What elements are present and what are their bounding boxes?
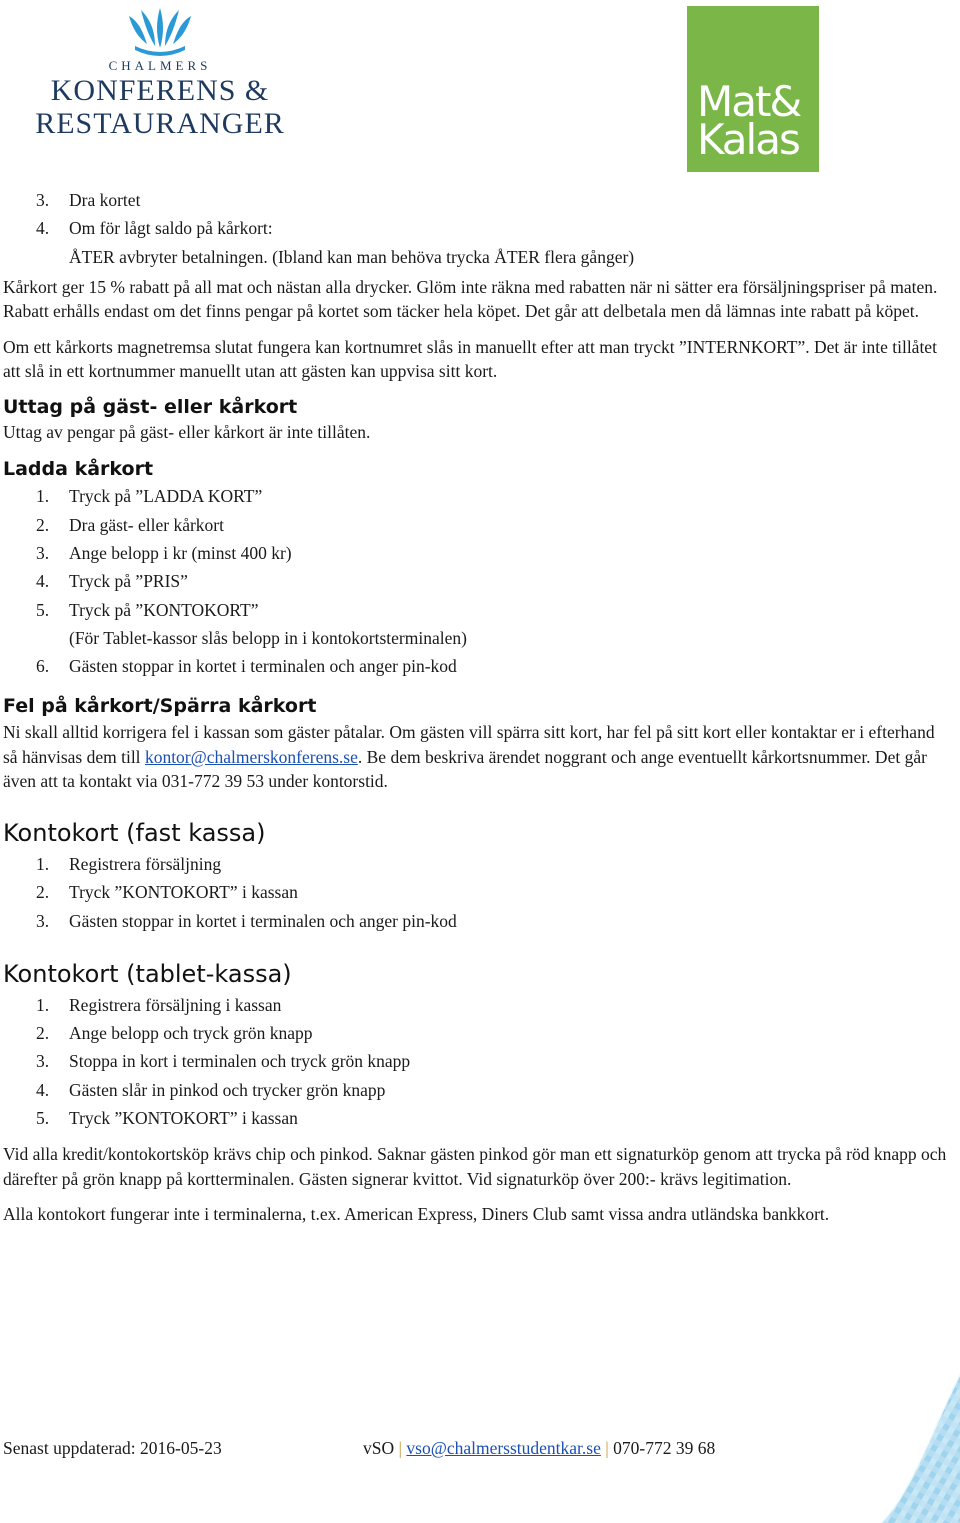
mat-kalas-logo [687, 6, 819, 172]
list-text: Gästen slår in pinkod och trycker grön knapp [69, 1079, 386, 1100]
logo-kalas-text: Kalas [697, 115, 799, 164]
footer-contact-name: vSO [363, 1438, 395, 1458]
list-text: Tryck på ”PRIS” [69, 571, 188, 592]
paragraph-magnetremsa: Om ett kårkorts magnetremsa slutat fungera kan kortnumret slås in manuellt efter att man tryckt ”INTERNKORT”. Det är inte tillåtet att slå in ett kortnummer manuellt utan att gästen kan uppvisa sitt kort. [3, 336, 937, 382]
paragraph-rabatt: Kårkort ger 15 % rabatt på all mat och nästan alla drycker. Glöm inte räkna med rabatten när ni sätter era försäljningspriser på maten. Rabatt erhålls endast om det finns pengar på kortet som täcker hela köpet. Det går att delbetala men då lämnas inte rabatt på köpet. [3, 276, 938, 322]
paragraph-fel [3, 720, 953, 794]
list-text: Tryck på ”KONTOKORT” [69, 599, 259, 620]
list-item [3, 567, 953, 595]
list-item [3, 511, 953, 539]
list-number: 1. [36, 853, 50, 874]
list-item [3, 186, 953, 214]
list-item [3, 1019, 953, 1047]
fel-text-after: . Be dem beskriva ärendet noggrant och ange eventuellt kårkortsnummer. Det går även att ta kontakt via 031-772 39 53 under kontorstid. [3, 746, 927, 792]
list-number: 3. [36, 190, 50, 210]
heading-uttag: Uttag på gäst- eller kårkort [3, 395, 298, 418]
list-item [3, 907, 953, 935]
steps-list-fast-kassa [3, 850, 953, 935]
list-text: Ange belopp i kr (minst 400 kr) [69, 542, 292, 563]
list-number: 2. [36, 1023, 50, 1044]
fel-text-before: Ni skall alltid korrigera fel i kassan som gäster påtalar. Om gästen vill spärra sitt kort, har fel på sitt kort eller kontaktar er i efterhand så hänvisas dem till [3, 722, 935, 767]
list-item [3, 1047, 953, 1075]
list-number: 2. [36, 882, 50, 903]
list-text: Registrera försäljning i kassan [69, 994, 282, 1015]
paragraph-uttag: Uttag av pengar på gäst- eller kårkort är inte tillåten. [3, 421, 371, 442]
list-number: 3. [36, 542, 50, 563]
kontor-email-link[interactable]: kontor@chalmerskonferens.se [144, 746, 358, 767]
list-number: 4. [36, 218, 50, 239]
list-item [3, 850, 953, 878]
logo-line-1: KONFERENS & [50, 74, 270, 107]
list-text: Stoppa in kort i terminalen och tryck grön knapp [69, 1051, 411, 1072]
page-curl-decoration [870, 1373, 960, 1523]
list-text: Tryck på ”LADDA KORT” [69, 486, 263, 507]
list-item [3, 991, 953, 1019]
list-number: 4. [36, 1079, 50, 1100]
list-item [3, 596, 953, 653]
list-text: Gästen stoppar in kortet i terminalen och anger pin-kod [69, 656, 457, 677]
heading-fel: Fel på kårkort/Spärra kårkort [3, 695, 317, 718]
list-number: 6. [36, 656, 50, 677]
list-item [3, 652, 953, 680]
footer-phone: 070-772 39 68 [613, 1438, 716, 1458]
list-subtext: (För Tablet-kassor slås belopp in i kontokortsterminalen) [69, 627, 467, 648]
list-item [3, 539, 953, 567]
list-number: 4. [36, 571, 50, 592]
list-number: 1. [36, 994, 50, 1015]
heading-fast-kassa: Kontokort (fast kassa) [3, 818, 266, 847]
list-item [3, 214, 953, 271]
list-text: Registrera försäljning [69, 853, 222, 874]
list-number: 3. [36, 910, 50, 931]
list-item [3, 1104, 953, 1132]
page-header [0, 0, 960, 180]
heading-ladda: Ladda kårkort [3, 458, 154, 481]
list-text: Ange belopp och tryck grön knapp [69, 1023, 313, 1044]
steps-list-top [3, 186, 953, 271]
list-item [3, 1076, 953, 1104]
footer-separator: | [605, 1438, 609, 1458]
steps-list-tablet-kassa [3, 991, 953, 1132]
list-text: Om för lågt saldo på kårkort: [69, 218, 273, 239]
logo-chalmers-word: CHALMERS [108, 58, 212, 73]
list-number: 2. [36, 514, 50, 535]
crown-icon [125, 8, 195, 56]
footer-separator: | [398, 1438, 403, 1458]
steps-list-ladda [3, 482, 953, 680]
list-item [3, 482, 953, 510]
heading-tablet-kassa: Kontokort (tablet-kassa) [3, 959, 292, 988]
list-text: Gästen stoppar in kortet i terminalen och anger pin-kod [69, 910, 457, 931]
list-text: Tryck ”KONTOKORT” i kassan [69, 882, 298, 903]
paragraph-chip-pinkod: Vid alla kredit/kontokortsköp krävs chip och pinkod. Saknar gästen pinkod gör man ett signaturköp genom att trycka på röd knapp och därefter på grön knapp på kortterminalen. Gästen signerar kvittot. Vid signaturköp över 200:- krävs legitimation. [3, 1144, 947, 1189]
list-text: Tryck ”KONTOKORT” i kassan [69, 1108, 298, 1129]
chalmers-konferens-logo [20, 8, 300, 148]
list-number: 5. [36, 1108, 50, 1129]
footer-updated: Senast uppdaterad: 2016-05-23 [3, 1438, 222, 1458]
list-subtext: ÅTER avbryter betalningen. (Ibland kan man behöva trycka ÅTER flera gånger) [69, 246, 635, 267]
list-number: 5. [36, 599, 50, 620]
footer-contact [363, 1438, 715, 1459]
paragraph-kontokort-terminal: Alla kontokort fungerar inte i terminalerna, t.ex. American Express, Diners Club samt vissa andra utländska bankkort. [3, 1204, 830, 1225]
list-text: Dra kortet [69, 190, 141, 210]
list-number: 1. [36, 486, 50, 507]
logo-line-2: RESTAURANGER [35, 107, 285, 140]
list-text: Dra gäst- eller kårkort [69, 514, 224, 535]
footer-email-link[interactable]: vso@chalmersstudentkar.se [406, 1438, 601, 1458]
document-body [3, 186, 953, 1227]
list-number: 3. [36, 1051, 50, 1072]
logo-mat-text: Mat& [697, 77, 801, 126]
list-item [3, 878, 953, 906]
